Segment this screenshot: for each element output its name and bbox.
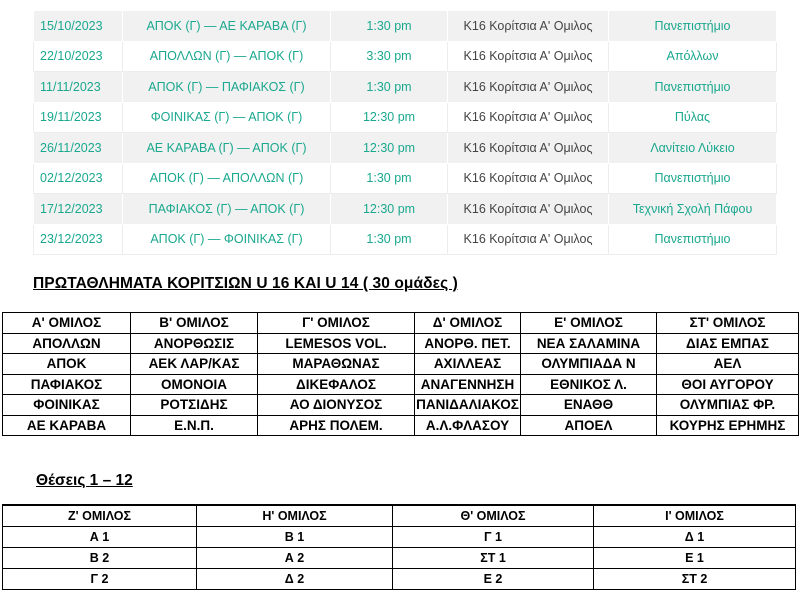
group-cell: ΕΝΑΘΘ — [521, 395, 657, 416]
group-row — [3, 333, 799, 354]
group-cell: ΑΕΚ ΛΑΡ/ΚΑΣ — [131, 354, 258, 375]
group-cell: ΑΧΙΛΛΕΑΣ — [415, 354, 521, 375]
fixture-venue: Τεχνική Σχολή Πάφου — [609, 194, 777, 225]
fixture-venue: Πανεπιστήμιο — [609, 224, 777, 255]
positions-table — [2, 504, 796, 590]
position-cell: Β 2 — [3, 548, 197, 569]
group-cell: ΑΝΟΡΘ. ΠΕΤ. — [415, 333, 521, 354]
fixture-competition: Κ16 Κορίτσια Α' Ομιλος — [448, 11, 609, 42]
group-cell: ΑΠΟΚ — [3, 354, 131, 375]
position-cell: Δ 1 — [594, 527, 796, 548]
fixture-venue: Πανεπιστήμιο — [609, 72, 777, 103]
group-row — [3, 354, 799, 375]
group-cell: ΑΡΗΣ ΠΟΛΕΜ. — [258, 415, 415, 436]
group-header-row — [3, 313, 799, 334]
position-header: Ι' ΟΜΙΛΟΣ — [594, 505, 796, 527]
fixture-competition: Κ16 Κορίτσια Α' Ομιλος — [448, 224, 609, 255]
position-cell: Α 2 — [197, 548, 393, 569]
group-cell: ΟΛΥΜΠΙΑΣ ΦΡ. — [657, 395, 799, 416]
group-header: Ε' ΟΜΙΛΟΣ — [521, 313, 657, 334]
fixtures-table — [33, 10, 777, 255]
fixture-venue: Λανίτειο Λύκειο — [609, 133, 777, 164]
group-cell: ΑΝΟΡΘΩΣΙΣ — [131, 333, 258, 354]
fixture-competition: Κ16 Κορίτσια Α' Ομιλος — [448, 133, 609, 164]
group-cell: Α.Λ.ΦΛΑΣΟΥ — [415, 415, 521, 436]
fixture-time: 12:30 pm — [331, 102, 448, 133]
fixture-date: 11/11/2023 — [34, 72, 123, 103]
group-cell: ΚΟΥΡΗΣ ΕΡΗΜΗΣ — [657, 415, 799, 436]
group-cell: ΕΘΝΙΚΟΣ Λ. — [521, 374, 657, 395]
fixture-date: 17/12/2023 — [34, 194, 123, 225]
fixture-date: 02/12/2023 — [34, 163, 123, 194]
group-cell: ΜΑΡΑΘΩΝΑΣ — [258, 354, 415, 375]
group-header: Β' ΟΜΙΛΟΣ — [131, 313, 258, 334]
fixture-date: 19/11/2023 — [34, 102, 123, 133]
group-cell: ΠΑΦΙΑΚΟΣ — [3, 374, 131, 395]
group-cell: ΑΕ ΚΑΡΑΒΑ — [3, 415, 131, 436]
group-cell: ΦΟΙΝΙΚΑΣ — [3, 395, 131, 416]
fixture-match: ΦΟΙΝΙΚΑΣ (Γ) — ΑΠΟΚ (Γ) — [123, 102, 331, 133]
fixture-venue: Πανεπιστήμιο — [609, 163, 777, 194]
fixture-time: 1:30 pm — [331, 72, 448, 103]
fixture-row — [34, 102, 777, 133]
fixture-match: ΑΠΟΚ (Γ) — ΦΟΙΝΙΚΑΣ (Γ) — [123, 224, 331, 255]
position-cell: Ε 2 — [393, 569, 594, 590]
fixture-match: ΑΠΟΚ (Γ) — ΑΕ ΚΑΡΑΒΑ (Γ) — [123, 11, 331, 42]
group-cell: ΡΟΤΣΙΔΗΣ — [131, 395, 258, 416]
fixture-row — [34, 194, 777, 225]
position-cell: Ε 1 — [594, 548, 796, 569]
group-cell: ΘΟΙ ΑΥΓΟΡΟΥ — [657, 374, 799, 395]
position-header: Η' ΟΜΙΛΟΣ — [197, 505, 393, 527]
position-row — [3, 569, 796, 590]
fixture-match: ΑΠΟΚ (Γ) — ΠΑΦΙΑΚΟΣ (Γ) — [123, 72, 331, 103]
fixture-time: 3:30 pm — [331, 41, 448, 72]
fixture-time: 12:30 pm — [331, 133, 448, 164]
fixture-competition: Κ16 Κορίτσια Α' Ομιλος — [448, 102, 609, 133]
fixture-time: 1:30 pm — [331, 11, 448, 42]
fixture-venue: Πανεπιστήμιο — [609, 11, 777, 42]
group-cell: LEMESOS VOL. — [258, 333, 415, 354]
position-cell: Α 1 — [3, 527, 197, 548]
position-cell: Β 1 — [197, 527, 393, 548]
group-cell: ΟΜΟΝΟΙΑ — [131, 374, 258, 395]
fixture-time: 12:30 pm — [331, 194, 448, 225]
fixture-row — [34, 133, 777, 164]
group-header: Δ' ΟΜΙΛΟΣ — [415, 313, 521, 334]
group-row — [3, 395, 799, 416]
positions-title: Θέσεις 1 – 12 — [36, 472, 133, 489]
fixture-competition: Κ16 Κορίτσια Α' Ομιλος — [448, 163, 609, 194]
fixture-match: ΑΕ ΚΑΡΑΒΑ (Γ) — ΑΠΟΚ (Γ) — [123, 133, 331, 164]
fixture-row — [34, 41, 777, 72]
groups-table — [2, 312, 799, 436]
fixture-venue: Πύλας — [609, 102, 777, 133]
position-cell: Γ 1 — [393, 527, 594, 548]
position-cell: ΣΤ 1 — [393, 548, 594, 569]
group-cell: ΑΕΛ — [657, 354, 799, 375]
position-header-row — [3, 505, 796, 527]
group-row — [3, 374, 799, 395]
group-cell: ΔΙΚΕΦΑΛΟΣ — [258, 374, 415, 395]
position-cell: Γ 2 — [3, 569, 197, 590]
group-header: ΣΤ' ΟΜΙΛΟΣ — [657, 313, 799, 334]
fixture-row — [34, 72, 777, 103]
fixture-match: ΠΑΦΙΑΚΟΣ (Γ) — ΑΠΟΚ (Γ) — [123, 194, 331, 225]
fixture-venue: Απόλλων — [609, 41, 777, 72]
group-cell: ΔΙΑΣ ΕΜΠΑΣ — [657, 333, 799, 354]
group-cell: ΑΝΑΓΕΝΝΗΣΗ — [415, 374, 521, 395]
position-row — [3, 527, 796, 548]
fixture-time: 1:30 pm — [331, 224, 448, 255]
group-cell: ΝΕΑ ΣΑΛΑΜΙΝΑ — [521, 333, 657, 354]
position-cell: Δ 2 — [197, 569, 393, 590]
championship-title: ΠΡΩΤΑΘΛΗΜΑΤΑ ΚΟΡΙΤΣΙΩΝ U 16 ΚΑΙ U 14 ( 30 ομάδες ) — [33, 275, 458, 292]
group-row — [3, 415, 799, 436]
fixture-date: 23/12/2023 — [34, 224, 123, 255]
fixture-time: 1:30 pm — [331, 163, 448, 194]
fixture-match: ΑΠΟΚ (Γ) — ΑΠΟΛΛΩΝ (Γ) — [123, 163, 331, 194]
position-row — [3, 548, 796, 569]
position-cell: ΣΤ 2 — [594, 569, 796, 590]
fixture-row — [34, 224, 777, 255]
group-header: Α' ΟΜΙΛΟΣ — [3, 313, 131, 334]
group-cell: ΠΑΝΙΔΑΛΙΑΚΟΣ — [415, 395, 521, 416]
fixture-row — [34, 163, 777, 194]
position-header: Θ' ΟΜΙΛΟΣ — [393, 505, 594, 527]
group-cell: ΟΛΥΜΠΙΑΔΑ Ν — [521, 354, 657, 375]
fixture-date: 26/11/2023 — [34, 133, 123, 164]
group-cell: ΑΟ ΔΙΟΝΥΣΟΣ — [258, 395, 415, 416]
group-cell: Ε.Ν.Π. — [131, 415, 258, 436]
fixture-competition: Κ16 Κορίτσια Α' Ομιλος — [448, 41, 609, 72]
fixture-row — [34, 11, 777, 42]
position-header: Ζ' ΟΜΙΛΟΣ — [3, 505, 197, 527]
fixture-competition: Κ16 Κορίτσια Α' Ομιλος — [448, 194, 609, 225]
fixture-competition: Κ16 Κορίτσια Α' Ομιλος — [448, 72, 609, 103]
fixture-date: 22/10/2023 — [34, 41, 123, 72]
fixture-date: 15/10/2023 — [34, 11, 123, 42]
group-cell: ΑΠΟΛΛΩΝ — [3, 333, 131, 354]
group-header: Γ' ΟΜΙΛΟΣ — [258, 313, 415, 334]
group-cell: ΑΠΟΕΛ — [521, 415, 657, 436]
fixture-match: ΑΠΟΛΛΩΝ (Γ) — ΑΠΟΚ (Γ) — [123, 41, 331, 72]
